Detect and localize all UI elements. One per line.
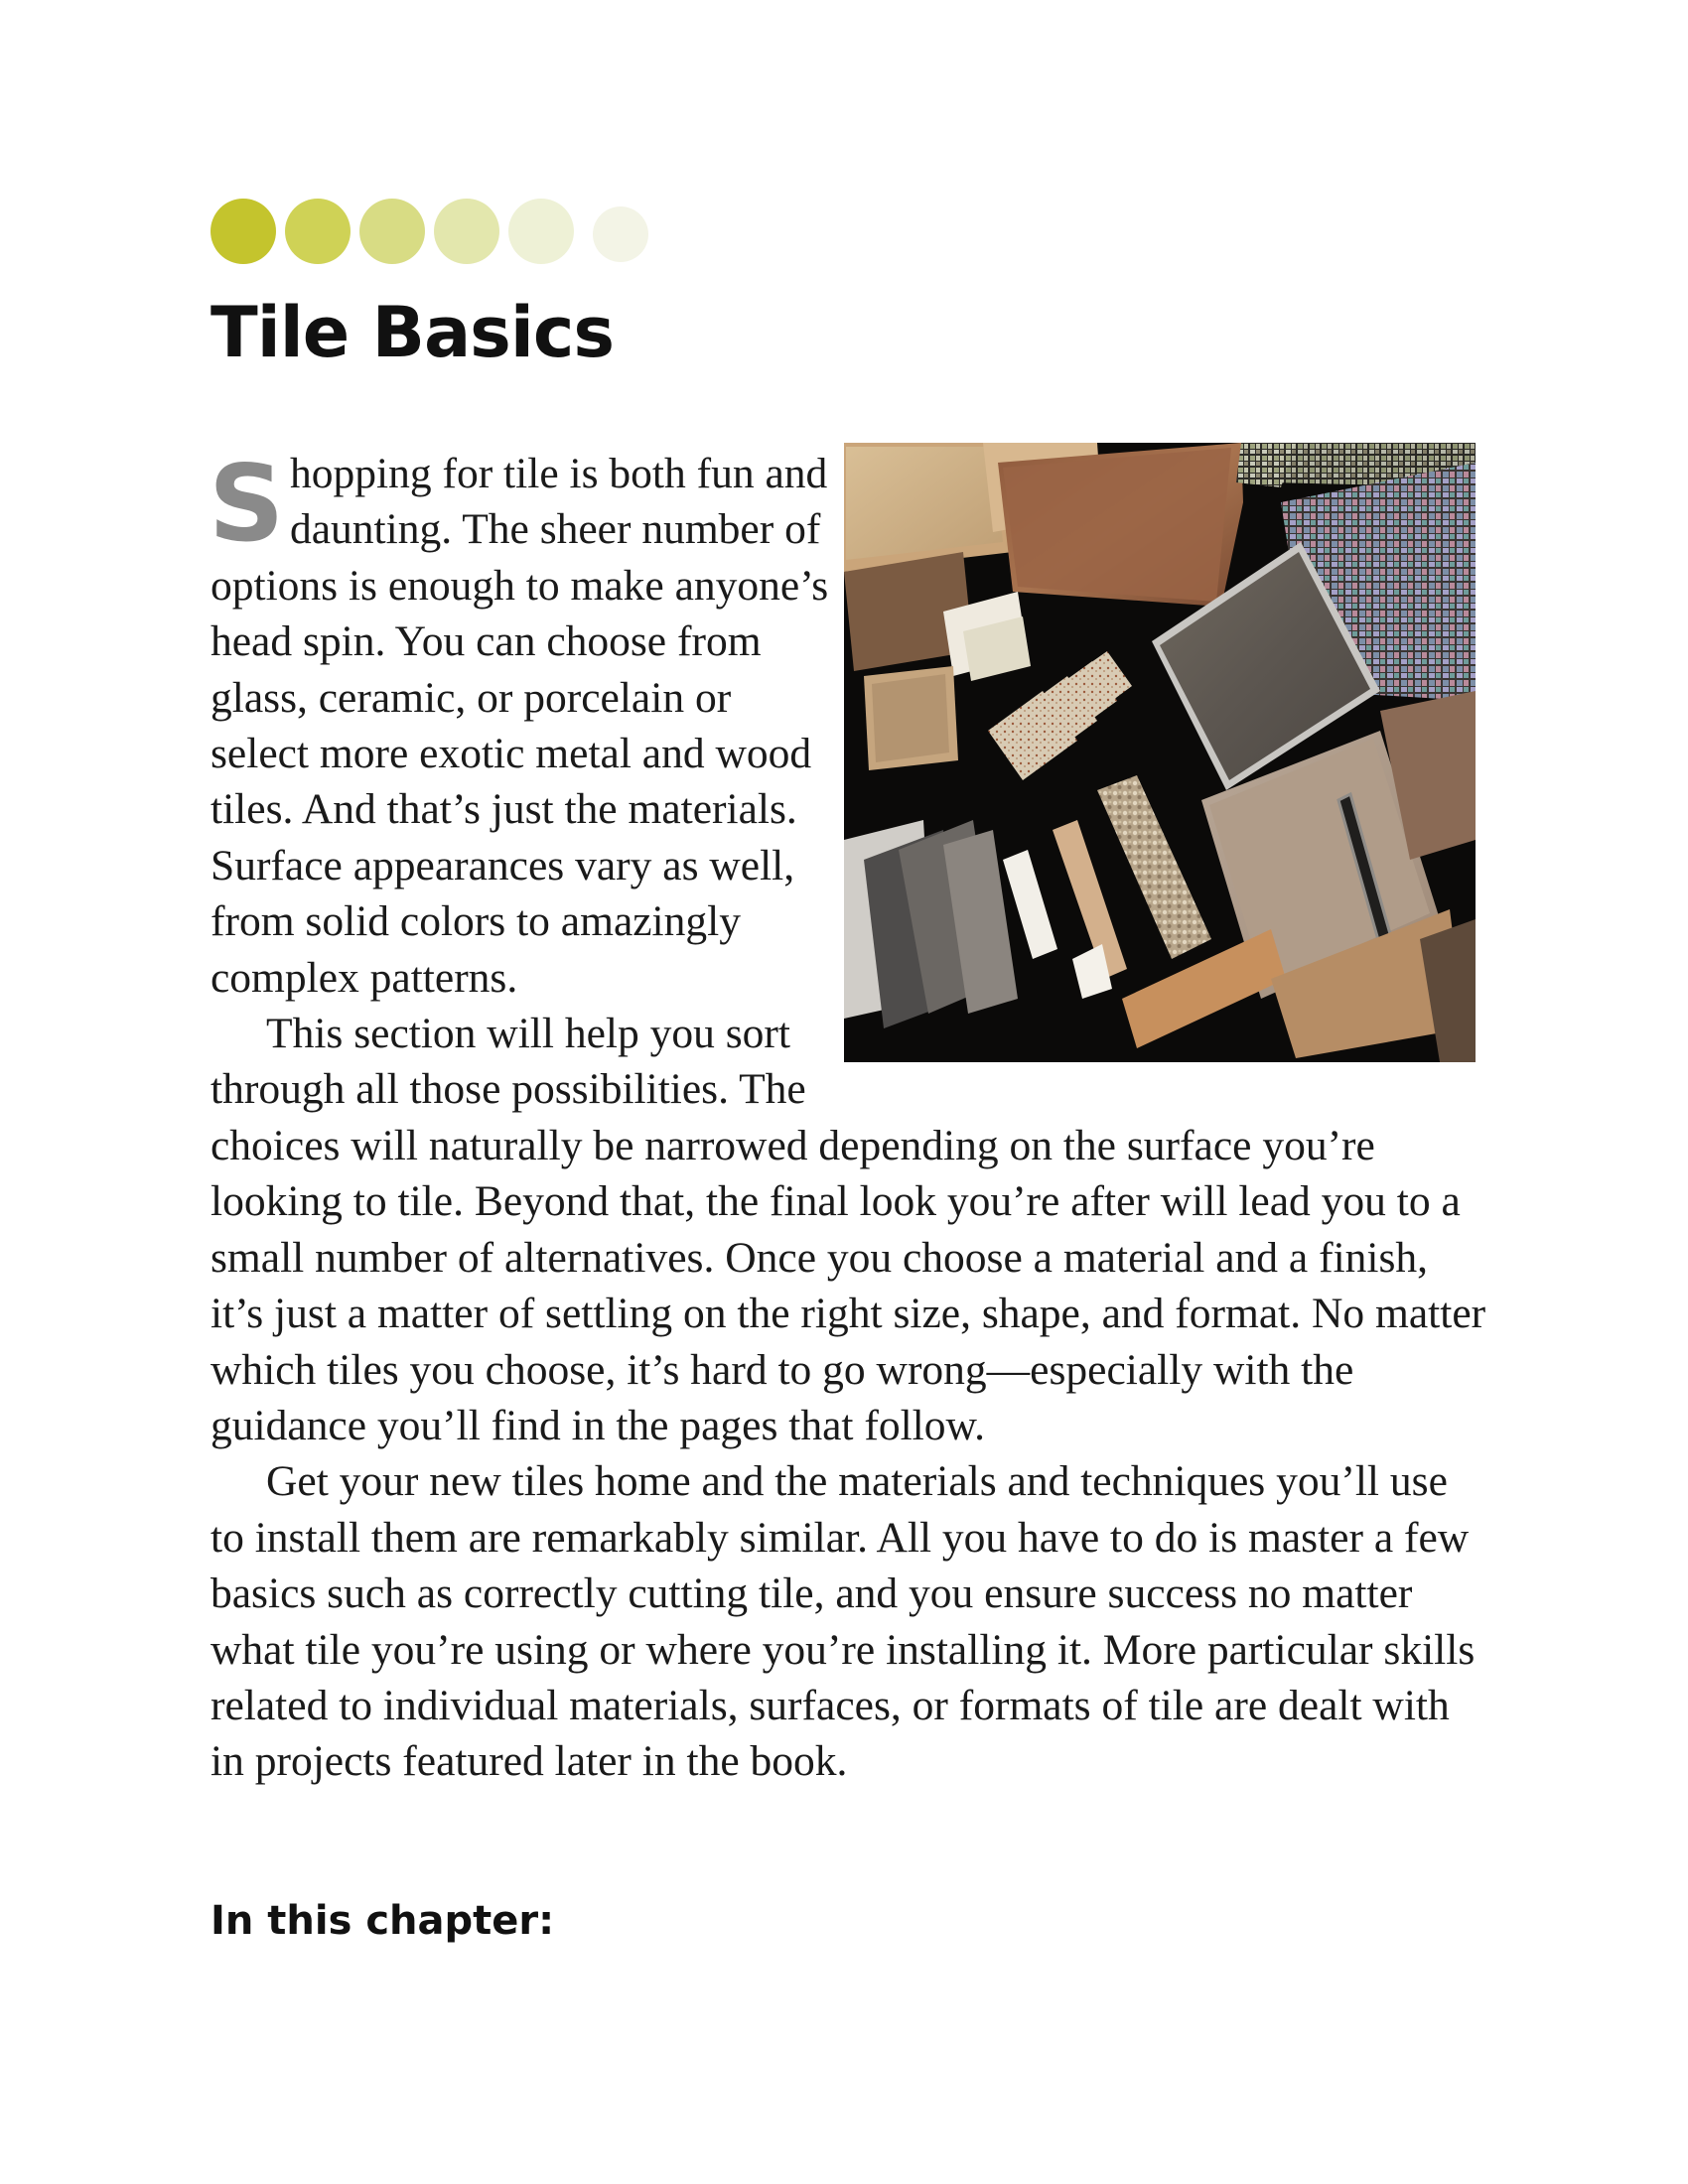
body-text (209, 443, 1491, 1790)
decorative-dot (434, 199, 499, 264)
intro-paragraph-text: hopping for tile is both fun and daunting. The sheer number of options is enough to make anyone’s head spin. You can choose from glass, ceramic, or porcelain or select more exotic metal and wood tiles. And that’s just the materials. Surface appearances vary as well, from solid colors to amazingly complex patterns. (211, 450, 829, 1002)
decorative-dot (285, 199, 351, 264)
decorative-dot (359, 199, 425, 264)
decorative-dot (593, 206, 648, 262)
body-paragraph-2: This section will help you sort through all those possibilities. The choices will naturally be narrowed depending on the surface you’re looking to tile. Beyond that, the final look you’re after will lead you to a small number of alternatives. Once you choose a material and a finish, it’s just a matter of settling on the right size, shape, and format. No matter which tiles you choose, it’s hard to go wrong—especially with the guidance you’ll find in the pages that follow. (211, 1010, 1486, 1449)
body-paragraph-3: Get your new tiles home and the materials and techniques you’ll use to install them are remarkably similar. All you have to do is master a few basics such as correctly cutting tile, and you ensure success no matter what tile you’re using or where you’re installing it. More particular skills related to individual materials, surfaces, or formats of tile are dealt with in projects featured later in the book. (211, 1457, 1476, 1786)
drop-cap: S (209, 443, 285, 565)
chapter-subhead: In this chapter: (211, 1898, 555, 1944)
decorative-dot (211, 199, 276, 264)
page-title: Tile Basics (211, 292, 614, 373)
decorative-dot (508, 199, 574, 264)
